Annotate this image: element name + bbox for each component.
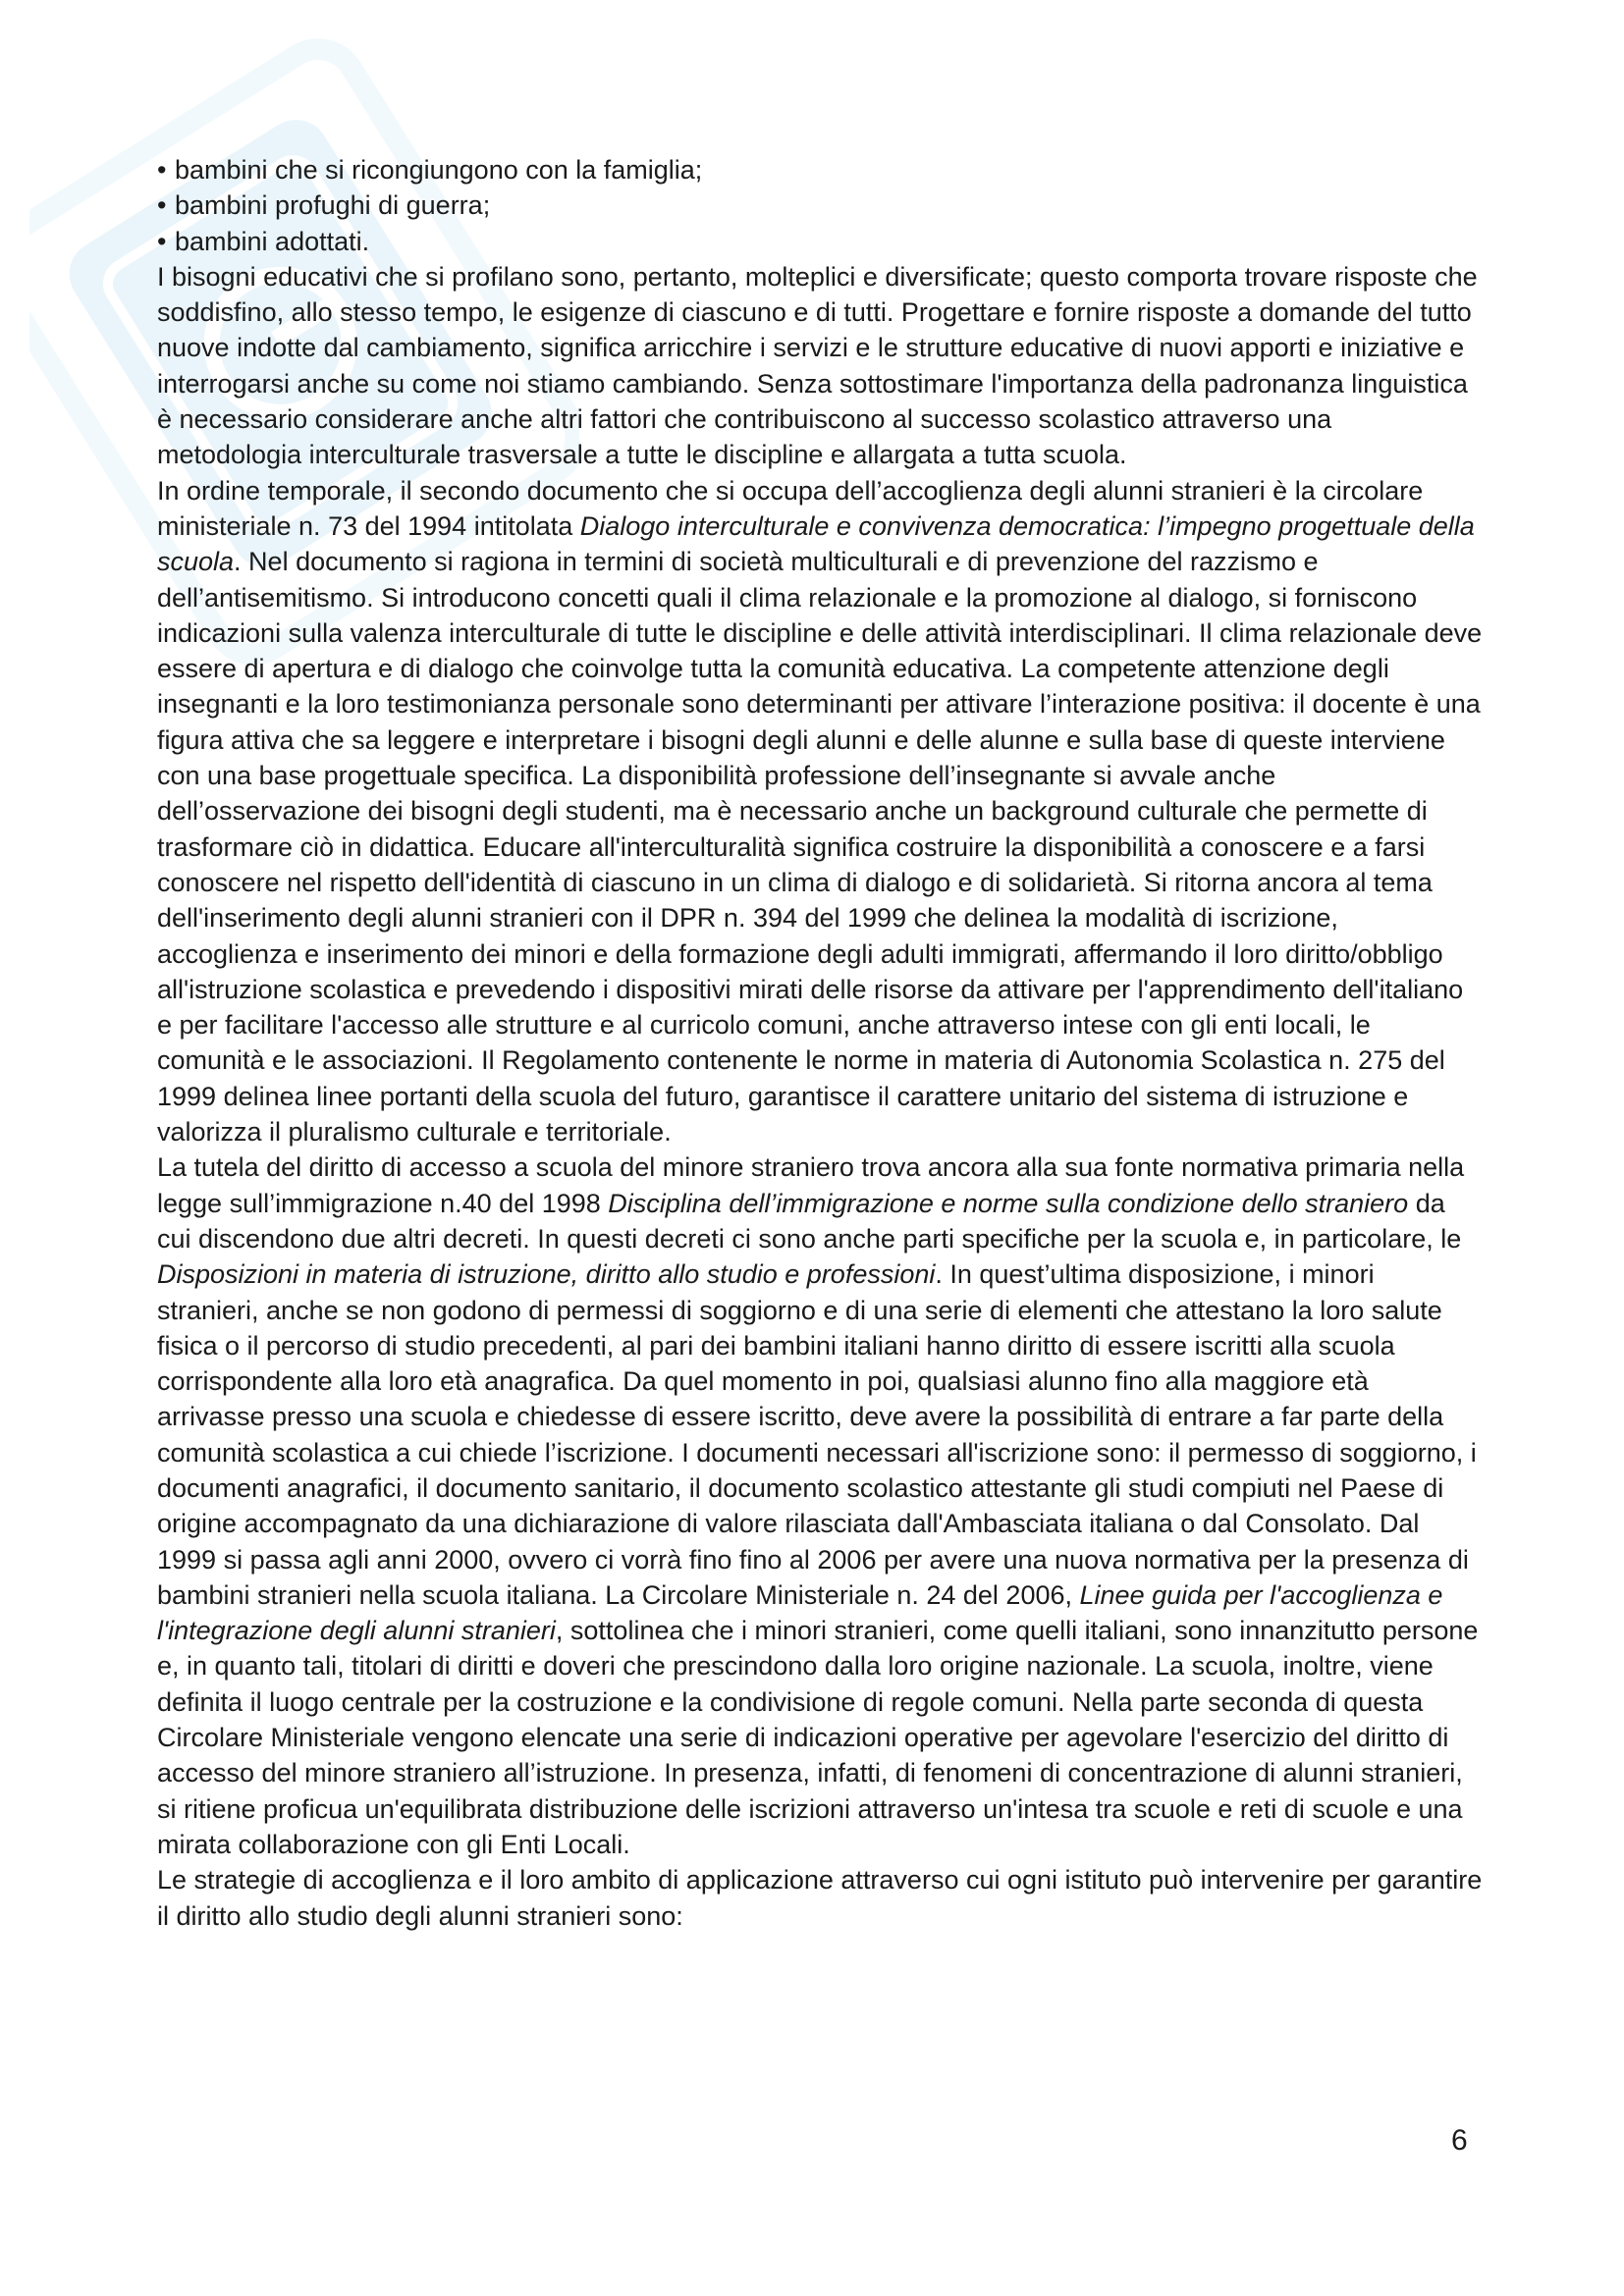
bullet-marker: • [157,190,167,221]
document-body [157,152,1483,1934]
text-run: I bisogni educativi che si profilano sono, pertanto, molteplici e diversificate; questo comporta trovare risposte che soddisfino, allo stesso tempo, le esigenze di ciascuno e di tutti. Progettare e fornire risposte a domande del tutto nuove indotte dal cambiamento, significa arricchire i servizi e le strutture educative di nuovi apporti e iniziative e interrogarsi anche su come noi stiamo cambiando. Senza sottostimare l'importanza della padronanza linguistica è necessario considerare anche altri fattori che contribuiscono al successo scolastico attraverso una metodologia interculturale trasversale a tutte le discipline e allargata a tutta scuola. [157,261,1478,470]
paragraphs [157,259,1483,1934]
text-run: . In quest’ultima disposizione, i minori stranieri, anche se non godono di permessi di soggiorno e di una serie di elementi che attestano la loro salute fisica o il percorso di studio precedenti, al pari dei bambini italiani hanno diritto di essere iscritti alla scuola corrispondente alla loro età anagrafica. Da quel momento in poi, qualsiasi alunno fino alla maggiore età arrivasse presso una scuola e chiedesse di essere iscritto, deve avere la possibilità di entrare a far parte della comunità scolastica a cui chiede l’iscrizione. I documenti necessari all'iscrizione sono: il permesso di soggiorno, i documenti anagrafici, il documento sanitario, il documento scolastico attestante gli studi compiuti nel Paese di origine accompagnato da una dichiarazione di valore rilasciata dall'Ambasciata italiana o dal Consolato. Dal 1999 si passa agli anni 2000, ovvero ci vorrà fino fino al 2006 per avere una nuova normativa per la presenza di bambini stranieri nella scuola italiana. La Circolare Ministeriale n. 24 del 2006, [157,1259,1477,1610]
text-run: La tutela del diritto di accesso a scuola del minore straniero trova ancora alla sua fonte normativa primaria nella legge sull’immigrazione n.40 del 1998 [157,1152,1465,1218]
paragraph [157,1149,1483,1862]
italic-title: Disposizioni in materia di istruzione, diritto allo studio e professioni [157,1259,936,1290]
text-run: Le strategie di accoglienza e il loro ambito di applicazione attraverso cui ogni istituto può intervenire per garantire il diritto allo studio degli alunni stranieri sono: [157,1865,1483,1931]
paragraph [157,473,1483,1150]
text-run: . Nel documento si ragiona in termini di società multiculturali e di prevenzione del razzismo e dell’antisemitismo. Si introducono concetti quali il clima relazionale e la promozione al dialogo, si forniscono indicazioni sulla valenza interculturale di tutte le discipline e delle attività interdisciplinari. Il clima relazionale deve essere di apertura e di dialogo che coinvolge tutta la comunità educativa. La competente attenzione degli insegnanti e la loro testimonianza personale sono determinanti per attivare l’interazione positiva: il docente è una figura attiva che sa leggere e interpretare i bisogni degli alunni e delle alunne e sulla base di queste interviene con una base progettuale specifica. La disponibilità professione dell’insegnante si avvale anche dell’osservazione dei bisogni degli studenti, ma è necessario anche un background culturale che permette di trasformare ciò in didattica. Educare all'interculturalità significa costruire la disponibilità a conoscere e a farsi conoscere nel rispetto dell'identità di ciascuno in un clima di dialogo e di solidarietà. Si ritorna ancora al tema dell'inserimento degli alunni stranieri con il DPR n. 394 del 1999 che delinea la modalità di iscrizione, accoglienza e inserimento dei minori e della formazione degli adulti immigrati, affermando il loro diritto/obbligo all'istruzione scolastica e prevedendo i dispositivi mirati delle risorse da attivare per l'apprendimento dell'italiano e per facilitare l'accesso alle strutture e al curricolo comuni, anche attraverso intese con gli enti locali, le comunità e le associazioni. Il Regolamento contenente le norme in materia di Autonomia Scolastica n. 275 del 1999 delinea linee portanti della scuola del futuro, garantisce il carattere unitario del sistema di istruzione e valorizza il pluralismo culturale e territoriale. [157,547,1483,1148]
paragraph [157,1862,1483,1934]
bullet-marker: • [157,155,167,185]
paragraph [157,259,1483,473]
text-run: , sottolinea che i minori stranieri, come quelli italiani, sono innanzitutto persone e, in quanto tali, titolari di diritti e doveri che prescindono dalla loro origine nazionale. La scuola, inoltre, viene definita il luogo centrale per la costruzione e la condivisione di regole comuni. Nella parte seconda di questa Circolare Ministeriale vengono elencate una serie di indicazioni operative per agevolare l'esercizio del diritto di accesso del minore straniero all’istruzione. In presenza, infatti, di fenomeni di concentrazione di alunni stranieri, si ritiene proficua un'equilibrata distribuzione delle iscrizioni attraverso un'intesa tra scuole e reti di scuole e una mirata collaborazione con gli Enti Locali. [157,1616,1479,1859]
italic-title: Linee guida per l'accoglienza e l'integrazione degli alunni stranieri [157,1579,1443,1646]
text-run: da cui discendono due altri decreti. In questi decreti ci sono anche parti specifiche per la scuola e, in particolare, le [157,1188,1462,1254]
italic-title: Dialogo interculturale e convivenza democratica: l’impegno progettuale della scuola [157,510,1475,577]
bullet-list [157,152,1483,259]
bullet-item: • bambini adottati. [157,224,1483,259]
bullet-item: • bambini profughi di guerra; [157,187,1483,223]
bullet-item: • bambini che si ricongiungono con la famiglia; [157,152,1483,187]
bullet-marker: • [157,226,167,256]
italic-title: Disciplina dell’immigrazione e norme sulla condizione dello straniero [608,1188,1409,1218]
text-run: In ordine temporale, il secondo documento che si occupa dell’accoglienza degli alunni stranieri è la circolare ministeriale n. 73 del 1994 intitolata [157,475,1424,541]
page-number: 6 [1451,2124,1468,2157]
